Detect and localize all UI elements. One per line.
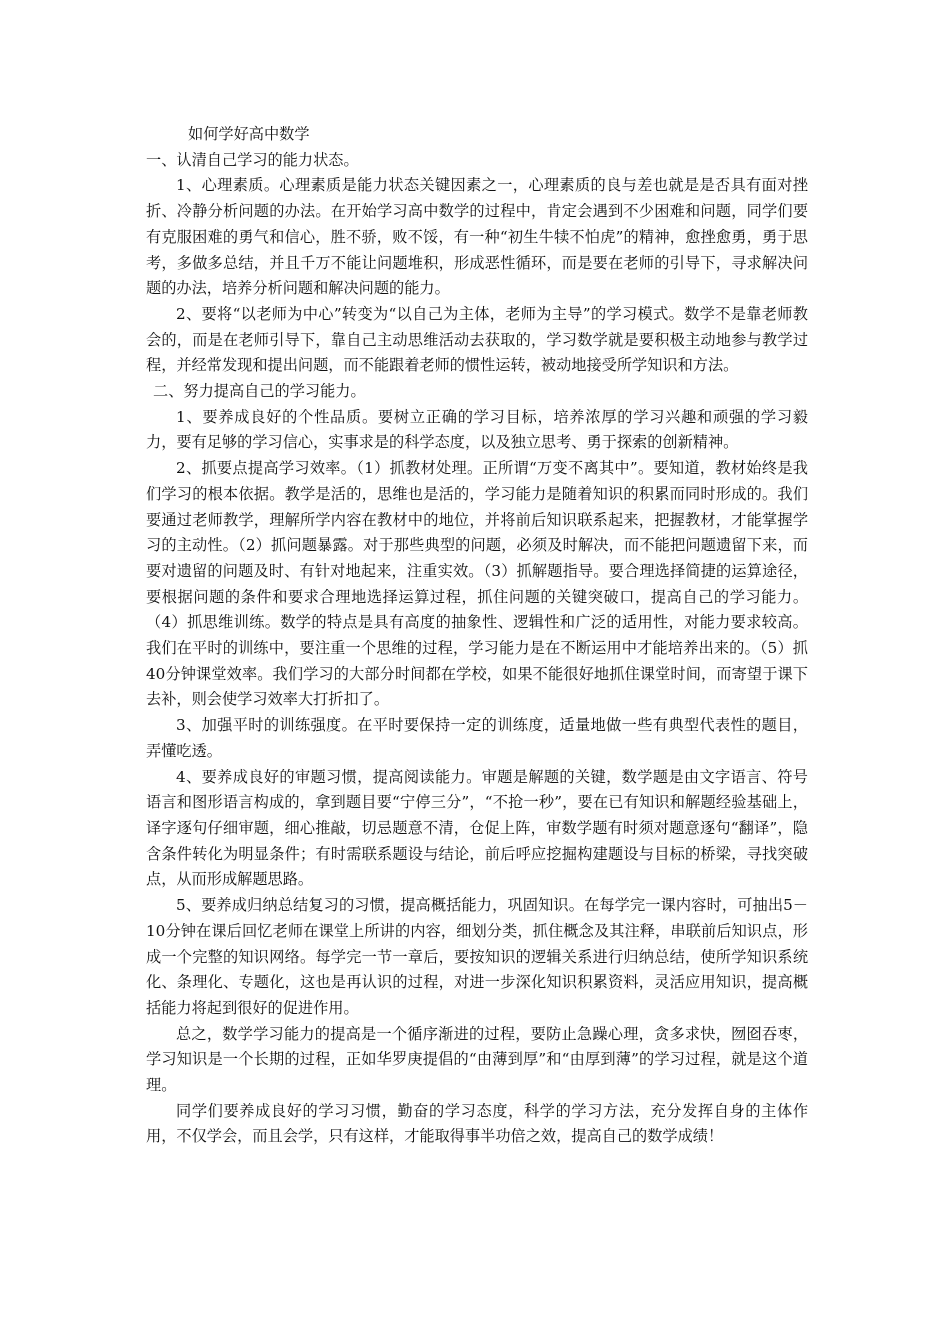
- paragraph-1-2: 2、要将“以老师为中心”转变为“以自己为主体，老师为主导”的学习模式。数学不是靠老师教会的，而是在老师引导下，靠自己主动思维活动去获取的，学习数学就是要积极主动地参与教学过程，并经常发现和提出问题，而不能跟着老师的惯性运转，被动地接受所学知识和方法。: [146, 304, 808, 375]
- paragraph-2-1: 1、要养成良好的个性品质。要树立正确的学习目标，培养浓厚的学习兴趣和顽强的学习毅力，要有足够的学习信心，实事求是的科学态度，以及独立思考、勇于探索的创新精神。: [146, 407, 808, 452]
- closing-paragraph-2: 同学们要养成良好的学习习惯，勤奋的学习态度，科学的学习方法，充分发挥自身的主体作用，不仅学会，而且会学，只有这样，才能取得事半功倍之效，提高自己的数学成绩！: [146, 1101, 808, 1146]
- closing-paragraph-1: 总之，数学学习能力的提高是一个循序渐进的过程，要防止急躁心理，贪多求快，囫囵吞枣，学习知识是一个长期的过程，正如华罗庚提倡的“由薄到厚”和“由厚到薄”的学习过程，就是这个道理。: [146, 1024, 808, 1095]
- paragraph-2-3: 3、加强平时的训练强度。在平时要保持一定的训练度，适量地做一些有典型代表性的题目，弄懂吃透。: [146, 716, 808, 760]
- document-title: 如何学好高中数学: [188, 125, 310, 143]
- document-page: [146, 122, 808, 1150]
- paragraph-2-5: 5、要养成归纳总结复习的习惯，提高概括能力，巩固知识。在每学完一课内容时，可抽出5－10分钟在课后回忆老师在课堂上所讲的内容，细划分类，抓住概念及其注释，串联前后知识点，形成一个完整的知识网络。每学完一节一章后，要按知识的逻辑关系进行归纳总结，使所学知识系统化、条理化、专题化，这也是再认识的过程，对进一步深化知识积累资料，灵活应用知识，提高概括能力将起到很好的促进作用。: [146, 896, 808, 1017]
- paragraph-2-2: 2、抓要点提高学习效率。（1）抓教材处理。正所谓“万变不离其中”。要知道，教材始终是我们学习的根本依据。教学是活的，思维也是活的，学习能力是随着知识的积累而同时形成的。我们要通过老师教学，理解所学内容在教材中的地位，并将前后知识联系起来，把握教材，才能掌握学习的主动性。（2）抓问题暴露。对于那些典型的问题，必须及时解决，而不能把问题遗留下来，而要对遗留的问题及时、有针对地起来，注重实效。（3）抓解题指导。要合理选择简捷的运算途径，要根据问题的条件和要求合理地选择运算过程，抓住问题的关键突破口，提高自己的学习能力。（4）抓思维训练。数学的特点是具有高度的抽象性、逻辑性和广泛的适用性，对能力要求较高。我们在平时的训练中，要注重一个思维的过程，学习能力是在不断运用中才能培养出来的。（5）抓40分钟课堂效率。我们学习的大部分时间都在学校，如果不能很好地抓住课堂时间，而寄望于课下去补，则会使学习效率大打折扣了。: [146, 459, 808, 709]
- section-heading-2: 二、努力提高自己的学习能力。: [153, 382, 366, 401]
- paragraph-1-1: 1、心理素质。心理素质是能力状态关键因素之一，心理素质的良与差也就是是否具有面对挫折、冷静分析问题的办法。在开始学习高中数学的过程中，肯定会遇到不少困难和问题，同学们要有克服困难的勇气和信心，胜不骄，败不馁，有一种“初生牛犊不怕虎”的精神，愈挫愈勇，勇于思考，多做多总结，并且千万不能让问题堆积，形成恶性循环，而是要在老师的引导下，寻求解决问题的办法，培养分析问题和解决问题的能力。: [146, 176, 808, 298]
- section-heading-1: 一、认清自己学习的能力状态。: [146, 150, 359, 169]
- paragraph-2-4: 4、要养成良好的审题习惯，提高阅读能力。审题是解题的关键，数学题是由文字语言、符号语言和图形语言构成的，拿到题目要“宁停三分”，“不抢一秒”，要在已有知识和解题经验基础上，译字逐句仔细审题，细心推敲，切忌题意不清，仓促上阵，审数学题有时须对题意逐句“翻译”，隐含条件转化为明显条件；有时需联系题设与结论，前后呼应挖掘构建题设与目标的桥梁，寻找突破点，从而形成解题思路。: [146, 767, 808, 889]
